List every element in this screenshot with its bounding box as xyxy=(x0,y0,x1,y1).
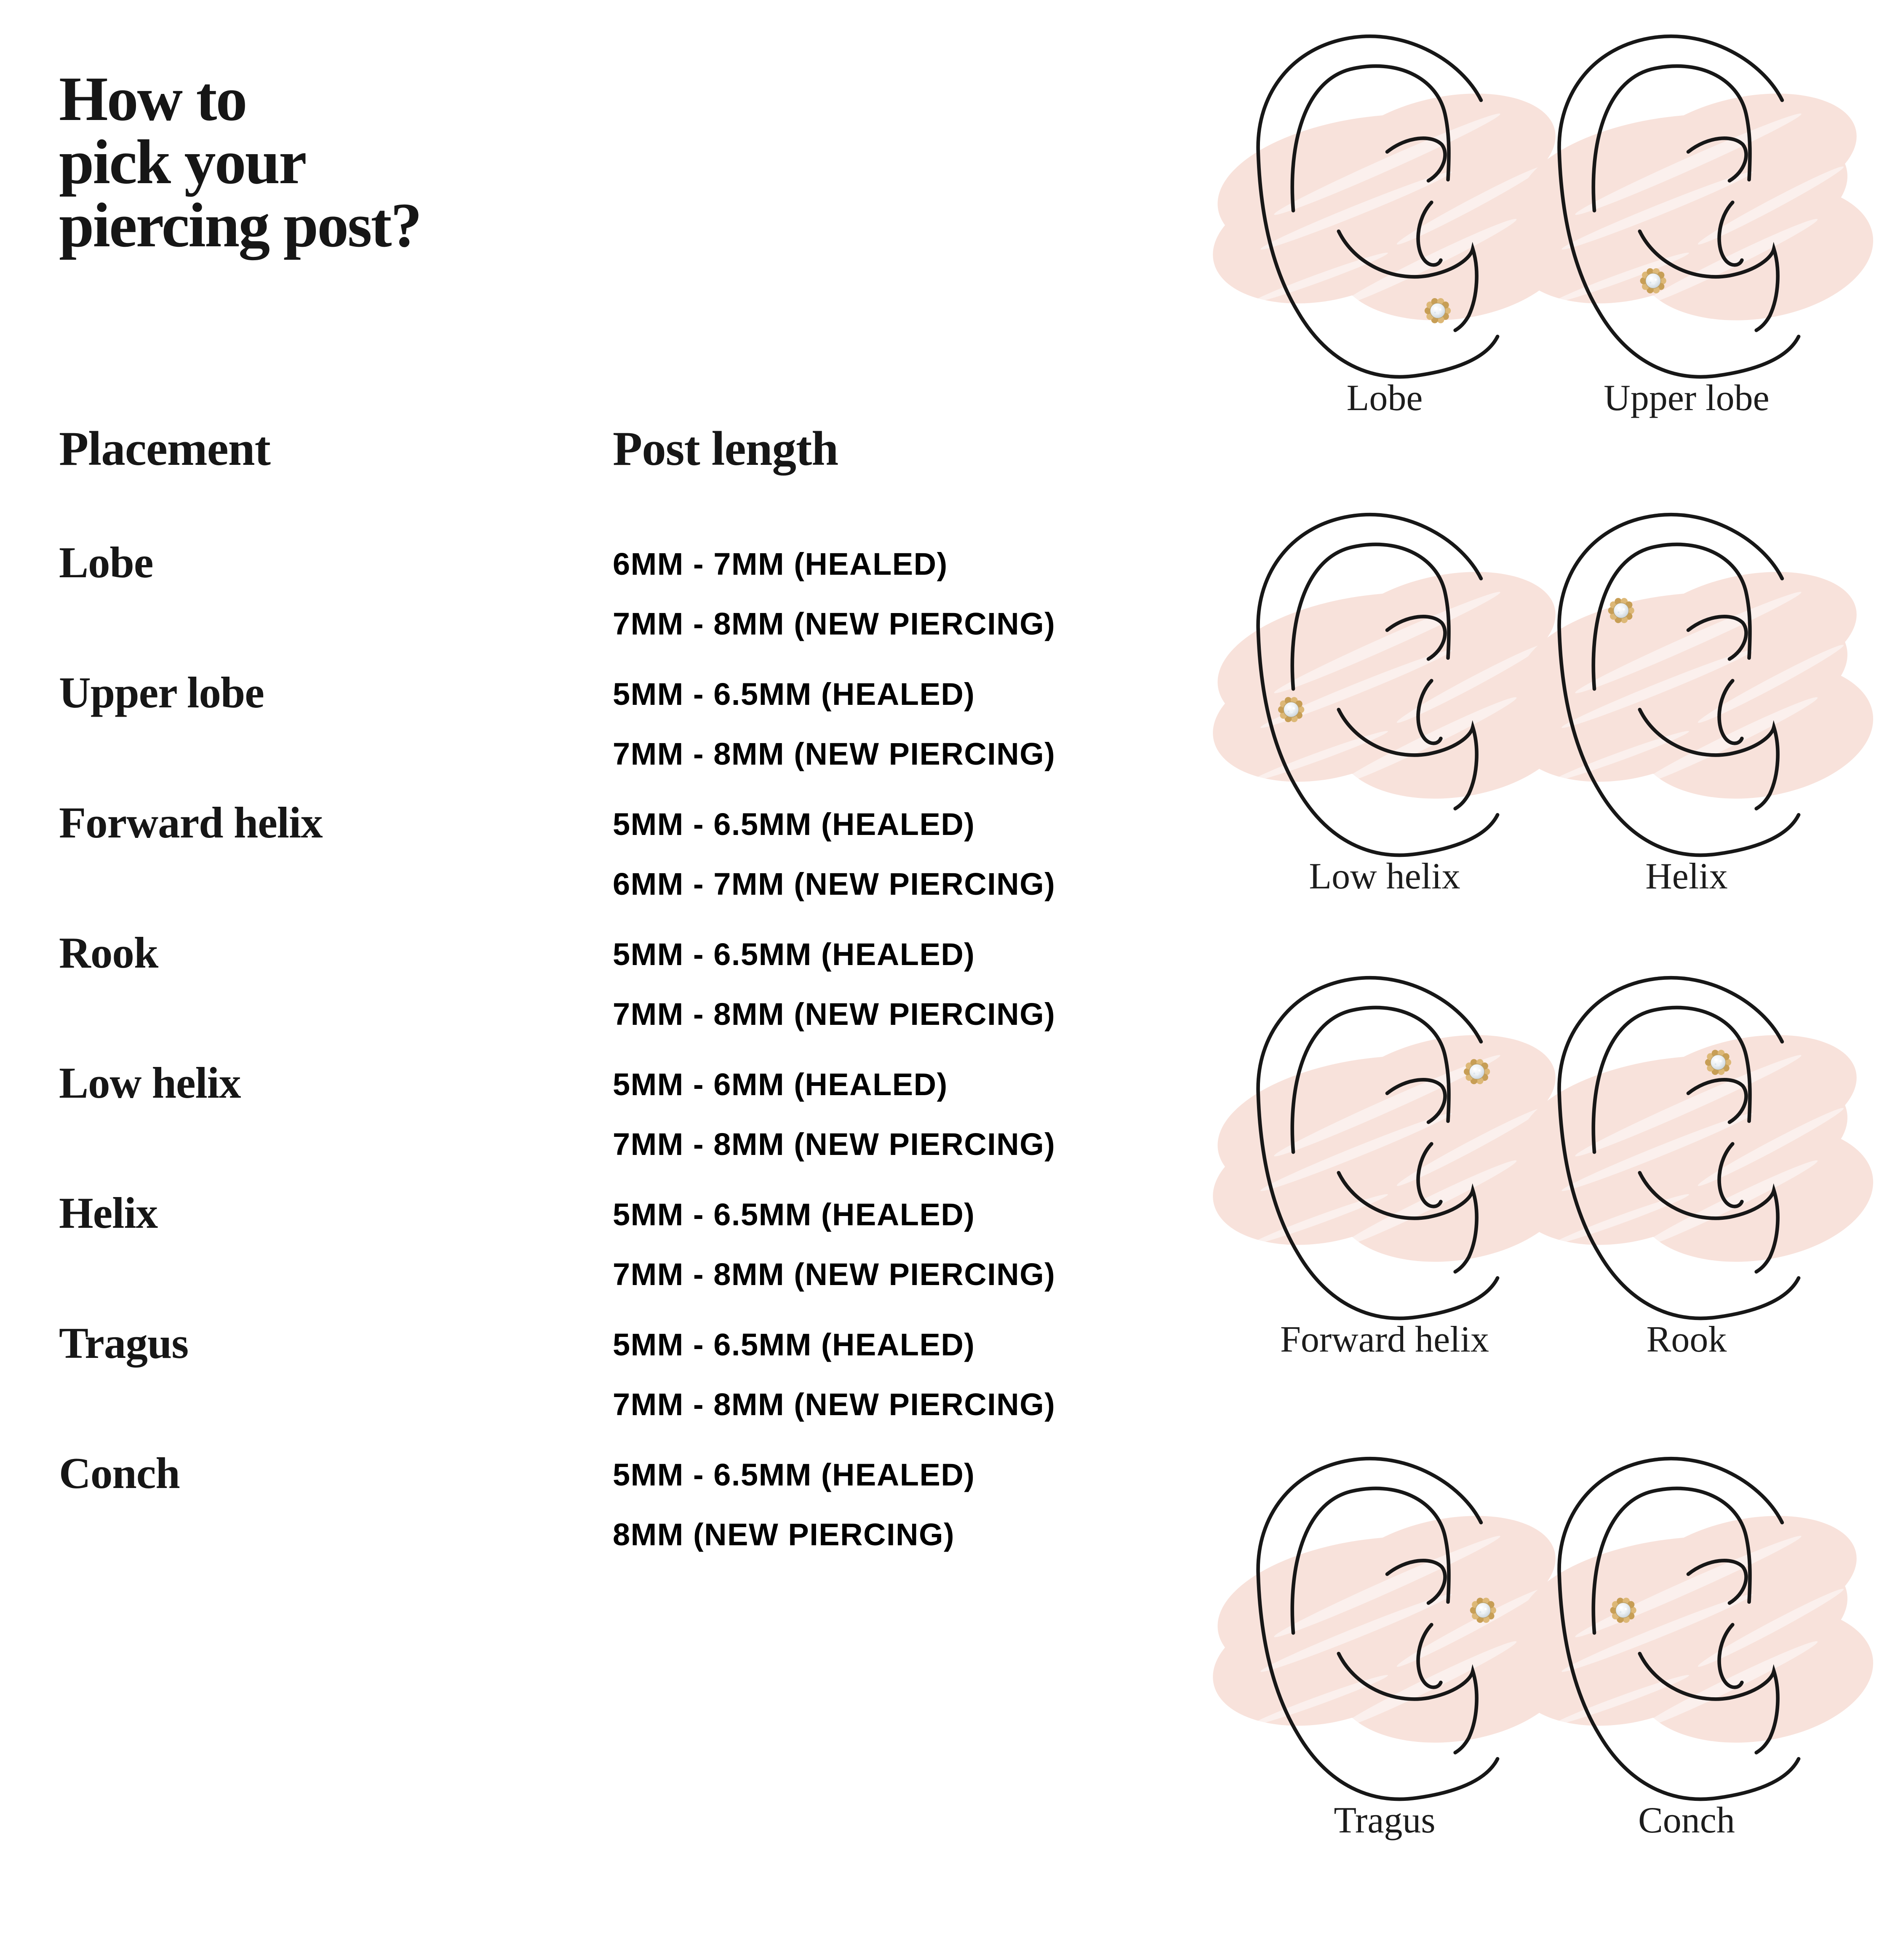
post-length-cell xyxy=(613,925,1055,1044)
new-piercing-size-text: 7MM - 8MM (NEW PIERCING) xyxy=(613,606,1056,641)
piercing-stud-icon xyxy=(1705,1050,1731,1075)
healed-size-text: 5MM - 6.5MM (HEALED) xyxy=(613,1197,975,1232)
table-row xyxy=(0,1315,1171,1445)
piercing-stud-icon xyxy=(1640,268,1666,293)
ear-label: Low helix xyxy=(1309,856,1460,897)
new-piercing-size-text: 7MM - 8MM (NEW PIERCING) xyxy=(613,1257,1056,1292)
post-length-cell xyxy=(613,1445,975,1565)
placement-label: Rook xyxy=(59,928,158,977)
ear-illustration xyxy=(1482,1442,1895,1960)
healed-size-text: 5MM - 6.5MM (HEALED) xyxy=(613,807,975,842)
placement-label: Upper lobe xyxy=(59,668,264,717)
post-length-cell xyxy=(613,1055,1055,1174)
healed-size-text: 5MM - 6.5MM (HEALED) xyxy=(613,937,975,972)
watercolor-blob xyxy=(1504,75,1882,335)
post-length-cell xyxy=(613,664,1055,784)
piercing-stud-icon xyxy=(1278,697,1304,722)
ear-label: Conch xyxy=(1638,1800,1735,1841)
post-length-cell xyxy=(613,1185,1055,1304)
ear-label: Lobe xyxy=(1346,378,1423,419)
placement-column-header: Placement xyxy=(59,422,270,475)
placement-label: Low helix xyxy=(59,1058,241,1107)
page-title-line-2: pick your xyxy=(59,127,306,197)
ear-label: Forward helix xyxy=(1280,1319,1489,1360)
new-piercing-size-text: 7MM - 8MM (NEW PIERCING) xyxy=(613,736,1056,771)
new-piercing-size-text: 8MM (NEW PIERCING) xyxy=(613,1517,955,1552)
ear-illustration xyxy=(1482,961,1895,1479)
table-row xyxy=(0,1445,1171,1575)
piercing-stud-icon xyxy=(1610,1597,1636,1623)
watercolor-blob xyxy=(1504,1497,1882,1757)
placement-label: Forward helix xyxy=(59,798,323,847)
placement-label: Tragus xyxy=(59,1318,189,1368)
page-title xyxy=(59,64,421,260)
healed-size-text: 6MM - 7MM (HEALED) xyxy=(613,547,948,581)
placement-label: Helix xyxy=(59,1188,158,1237)
table-row xyxy=(0,534,1171,664)
ear-label: Tragus xyxy=(1334,1800,1436,1841)
page-title-line-3: piercing post? xyxy=(59,190,421,260)
new-piercing-size-text: 7MM - 8MM (NEW PIERCING) xyxy=(613,997,1056,1032)
table-row xyxy=(0,795,1171,925)
piercing-stud-icon xyxy=(1608,598,1634,623)
placement-label: Lobe xyxy=(59,538,153,587)
post-length-cell xyxy=(613,1315,1055,1435)
watercolor-blob xyxy=(1504,1016,1882,1276)
piercing-stud-icon xyxy=(1425,298,1451,323)
post-length-cell xyxy=(613,795,1055,914)
post-length-column-header: Post length xyxy=(613,422,838,475)
new-piercing-size-text: 7MM - 8MM (NEW PIERCING) xyxy=(613,1127,1056,1162)
healed-size-text: 5MM - 6.5MM (HEALED) xyxy=(613,1457,975,1492)
healed-size-text: 5MM - 6.5MM (HEALED) xyxy=(613,1327,975,1362)
table-row xyxy=(0,664,1171,795)
ear-illustration xyxy=(1482,20,1895,538)
watercolor-blob xyxy=(1504,553,1882,813)
table-row xyxy=(0,1185,1171,1315)
healed-size-text: 5MM - 6MM (HEALED) xyxy=(613,1067,948,1102)
ear-label: Upper lobe xyxy=(1604,378,1770,419)
ear-illustration xyxy=(1482,498,1895,1016)
table-row xyxy=(0,1055,1171,1185)
new-piercing-size-text: 7MM - 8MM (NEW PIERCING) xyxy=(613,1387,1056,1422)
ear-label: Rook xyxy=(1646,1319,1727,1360)
new-piercing-size-text: 6MM - 7MM (NEW PIERCING) xyxy=(613,867,1056,901)
page-title-line-1: How to xyxy=(59,64,246,134)
ear-label: Helix xyxy=(1645,856,1728,897)
healed-size-text: 5MM - 6.5MM (HEALED) xyxy=(613,677,975,712)
placement-label: Conch xyxy=(59,1448,180,1498)
table-row xyxy=(0,925,1171,1055)
post-length-cell xyxy=(613,534,1055,654)
